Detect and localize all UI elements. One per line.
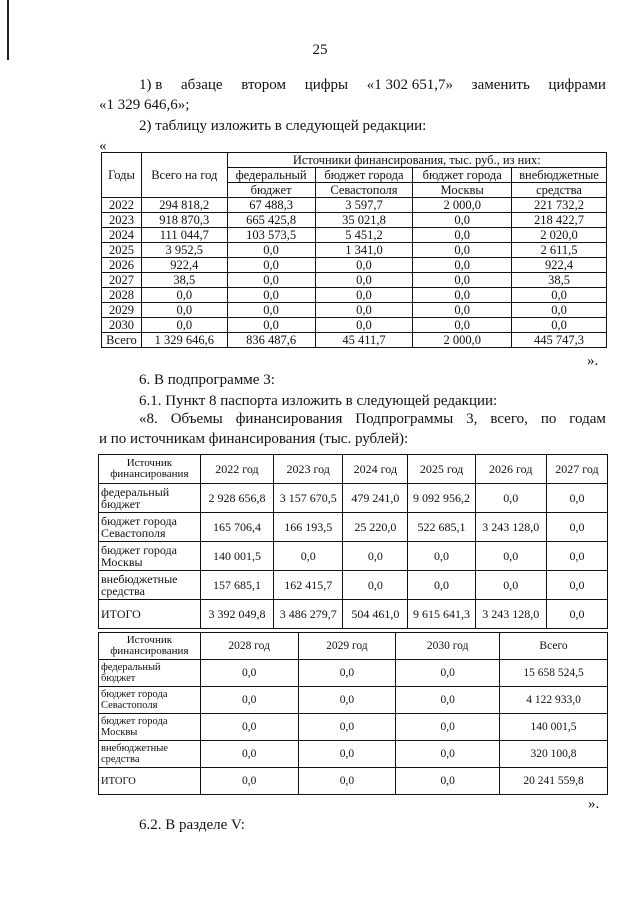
table-cell: 0,0	[512, 303, 607, 318]
header-line: финансирования	[110, 645, 189, 657]
table-cell: 2 020,0	[512, 228, 607, 243]
table-cell: 0,0	[546, 600, 607, 629]
label-line: средства	[101, 584, 146, 598]
table-cell: 0,0	[546, 513, 607, 542]
col-header-year: 2030 год	[396, 633, 500, 660]
label-line: федеральный	[101, 485, 170, 499]
table-cell: 445 747,3	[512, 333, 607, 348]
sub-header: бюджет	[227, 183, 315, 198]
row-label	[99, 571, 201, 600]
table-cell: 0,0	[413, 303, 512, 318]
table-cell: 221 732,2	[512, 198, 607, 213]
sub-header: бюджет города	[315, 168, 413, 183]
table-cell: 0,0	[227, 303, 315, 318]
word: цифры	[304, 77, 349, 93]
table-cell: 0,0	[546, 542, 607, 571]
table-cell: 2030	[102, 318, 142, 333]
table-cell: Всего	[102, 333, 142, 348]
label-line: Москвы	[101, 555, 143, 569]
table-cell: 918 870,3	[141, 213, 227, 228]
table-cell: 166 193,5	[274, 513, 343, 542]
table-cell: 3 157 670,5	[274, 484, 343, 513]
row-label	[99, 687, 201, 714]
table-cell: 0,0	[408, 542, 475, 571]
label-line: федеральный	[101, 662, 161, 673]
table-cell: 140 001,5	[500, 714, 608, 741]
col-header-total: Всего на год	[141, 153, 227, 198]
table-cell: 665 425,8	[227, 213, 315, 228]
section-6-1-heading: 6.1. Пункт 8 паспорта изложить в следующей редакции:	[139, 393, 498, 409]
table-cell: 3 243 128,0	[475, 513, 546, 542]
table-cell: 9 092 956,2	[408, 484, 475, 513]
table-row	[99, 714, 608, 741]
table-cell: 0,0	[413, 288, 512, 303]
word: «1 302 651,7»	[366, 77, 453, 93]
table-cell: 2029	[102, 303, 142, 318]
row-label	[99, 542, 201, 571]
word: годам	[569, 411, 606, 427]
word: Подпрограммы	[355, 411, 454, 427]
table-cell: 922,4	[141, 258, 227, 273]
table-cell: 0,0	[413, 213, 512, 228]
word: 3,	[466, 411, 478, 427]
table-row	[99, 600, 608, 629]
table-cell: 294 818,2	[141, 198, 227, 213]
sub-header: Москвы	[413, 183, 512, 198]
table-cell: 2024	[102, 228, 142, 243]
row-label	[99, 513, 201, 542]
table-cell: 2028	[102, 288, 142, 303]
table-row	[102, 303, 607, 318]
paragraph-1-line-2: «1 329 646,6»;	[99, 97, 190, 113]
table-cell: 0,0	[200, 768, 298, 795]
paragraph-1-line-1	[139, 76, 606, 95]
table-row	[99, 571, 608, 600]
table-row	[99, 513, 608, 542]
label-line: бюджет	[101, 673, 136, 684]
table-row	[102, 273, 607, 288]
table-cell: 479 241,0	[343, 484, 408, 513]
row-label	[99, 484, 201, 513]
table-cell: 2 000,0	[413, 198, 512, 213]
table-cell: 0,0	[413, 243, 512, 258]
table-cell: 0,0	[227, 288, 315, 303]
col-header-year: Всего	[500, 633, 608, 660]
label-line: ИТОГО	[101, 607, 141, 621]
table-row	[102, 318, 607, 333]
subprogram-financing-2028-2030-table	[98, 632, 608, 795]
table-cell: 67 488,3	[227, 198, 315, 213]
word: заменить	[471, 77, 530, 93]
table-cell: 3 952,5	[141, 243, 227, 258]
table-cell: 0,0	[315, 318, 413, 333]
open-quote: «	[99, 138, 107, 154]
label-line: бюджет	[101, 497, 141, 511]
table-row	[102, 213, 607, 228]
section-6-heading: 6. В подпрограмме 3:	[139, 372, 275, 388]
table-cell: 836 487,6	[227, 333, 315, 348]
col-header-year: 2022 год	[200, 455, 273, 484]
table-cell: 38,5	[141, 273, 227, 288]
table-cell: 2 928 656,8	[200, 484, 273, 513]
paragraph-2: 2) таблицу изложить в следующей редакции:	[139, 118, 427, 134]
table-cell: 15 658 524,5	[500, 660, 608, 687]
table-cell: 2025	[102, 243, 142, 258]
financing-by-year-table	[101, 152, 607, 348]
table-cell: 0,0	[227, 273, 315, 288]
table-cell: 0,0	[200, 660, 298, 687]
label-line: Севастополя	[101, 700, 158, 711]
table-cell: 162 415,7	[274, 571, 343, 600]
close-quote-1: ».	[587, 353, 599, 369]
table-row	[99, 741, 608, 768]
table-cell: 1 329 646,6	[141, 333, 227, 348]
table-cell: 0,0	[315, 303, 413, 318]
word: абзаце	[181, 77, 223, 93]
subprogram-financing-2022-2027-table	[98, 454, 608, 629]
sub-header: бюджет города	[413, 168, 512, 183]
table-cell: 2 611,5	[512, 243, 607, 258]
table-cell: 0,0	[413, 228, 512, 243]
table-cell: 0,0	[343, 571, 408, 600]
sub-header: внебюджетные	[512, 168, 607, 183]
table-row	[99, 660, 608, 687]
table-cell: 0,0	[512, 318, 607, 333]
table-cell: 3 486 279,7	[274, 600, 343, 629]
table-row	[102, 258, 607, 273]
row-label	[99, 714, 201, 741]
table-row	[102, 288, 607, 303]
table-cell: 38,5	[512, 273, 607, 288]
table-cell: 45 411,7	[315, 333, 413, 348]
word: всего,	[490, 411, 528, 427]
table-cell: 157 685,1	[200, 571, 273, 600]
col-header-years: Годы	[102, 153, 142, 198]
table-cell: 0,0	[200, 687, 298, 714]
col-header-source	[99, 633, 201, 660]
table-cell: 0,0	[546, 484, 607, 513]
table-cell: 4 122 933,0	[500, 687, 608, 714]
sub-header: Севастополя	[315, 183, 413, 198]
table-cell: 3 243 128,0	[475, 600, 546, 629]
word: втором	[241, 77, 287, 93]
table-cell: 0,0	[315, 273, 413, 288]
sub-header: федеральный	[227, 168, 315, 183]
table-cell: 9 615 641,3	[408, 600, 475, 629]
table-3-body	[99, 633, 608, 795]
table-cell: 140 001,5	[200, 542, 273, 571]
page-number: 25	[312, 42, 328, 58]
table-cell: 0,0	[227, 258, 315, 273]
table-cell: 0,0	[413, 318, 512, 333]
col-header-source	[99, 455, 201, 484]
table-cell: 0,0	[396, 714, 500, 741]
table-cell: 0,0	[227, 318, 315, 333]
col-header-year: 2028 год	[200, 633, 298, 660]
table-row	[102, 333, 607, 348]
label-line: бюджет города	[101, 514, 177, 528]
table-cell: 0,0	[200, 714, 298, 741]
table-cell: 165 706,4	[200, 513, 273, 542]
table-cell: 0,0	[200, 741, 298, 768]
table-cell: 0,0	[396, 741, 500, 768]
row-label	[99, 600, 201, 629]
table-cell: 0,0	[274, 542, 343, 571]
col-header-year: 2029 год	[298, 633, 396, 660]
table-cell: 5 451,2	[315, 228, 413, 243]
table-cell: 0,0	[298, 660, 396, 687]
col-header-year: 2025 год	[408, 455, 475, 484]
table-cell: 0,0	[315, 258, 413, 273]
table-cell: 0,0	[475, 484, 546, 513]
table-cell: 0,0	[546, 571, 607, 600]
table-cell: 20 241 559,8	[500, 768, 608, 795]
col-header-year: 2024 год	[343, 455, 408, 484]
sub-header: средства	[512, 183, 607, 198]
table-cell: 0,0	[141, 288, 227, 303]
table-cell: 0,0	[413, 258, 512, 273]
row-label	[99, 741, 201, 768]
table-cell: 0,0	[408, 571, 475, 600]
table-cell: 0,0	[141, 318, 227, 333]
table-2-body	[99, 455, 608, 629]
table-cell: 2 000,0	[413, 333, 512, 348]
label-line: Москвы	[101, 727, 138, 738]
word: «8.	[139, 411, 158, 427]
table-cell: 0,0	[396, 660, 500, 687]
table-cell: 103 573,5	[227, 228, 315, 243]
header-row	[99, 633, 608, 660]
table-cell: 0,0	[475, 571, 546, 600]
col-header-year: 2023 год	[274, 455, 343, 484]
table-cell: 2022	[102, 198, 142, 213]
table-cell: 0,0	[396, 768, 500, 795]
table-cell: 3 392 049,8	[200, 600, 273, 629]
table-row	[102, 228, 607, 243]
table-row	[99, 484, 608, 513]
header-line: Источник	[126, 457, 173, 469]
table-cell: 111 044,7	[141, 228, 227, 243]
close-quote-2: ».	[588, 796, 600, 812]
table-cell: 218 422,7	[512, 213, 607, 228]
table-cell: 0,0	[298, 741, 396, 768]
label-line: бюджет города	[101, 543, 177, 557]
table-cell: 0,0	[512, 288, 607, 303]
table-cell: 0,0	[396, 687, 500, 714]
table-cell: 0,0	[343, 542, 408, 571]
table-cell: 1 341,0	[315, 243, 413, 258]
table-cell: 0,0	[141, 303, 227, 318]
header-line: финансирования	[110, 468, 189, 480]
header-line: Источник	[126, 634, 173, 646]
table-cell: 25 220,0	[343, 513, 408, 542]
label-line: ИТОГО	[101, 775, 136, 787]
word: цифрами	[548, 77, 606, 93]
header-row	[99, 455, 608, 484]
word: Объемы	[170, 411, 223, 427]
table-cell: 35 021,8	[315, 213, 413, 228]
row-label	[99, 660, 201, 687]
label-line: средства	[101, 754, 140, 765]
label-line: внебюджетные	[101, 743, 168, 754]
row-label	[99, 768, 201, 795]
table-cell: 0,0	[227, 243, 315, 258]
table-row	[99, 687, 608, 714]
table-cell: 3 597,7	[315, 198, 413, 213]
table-1-body	[102, 198, 607, 348]
table-cell: 0,0	[413, 273, 512, 288]
table-cell: 2026	[102, 258, 142, 273]
table-row	[102, 243, 607, 258]
label-line: Севастополя	[101, 526, 166, 540]
label-line: бюджет города	[101, 689, 168, 700]
label-line: внебюджетные	[101, 572, 178, 586]
table-cell: 0,0	[315, 288, 413, 303]
word: 1) в	[139, 77, 163, 93]
table-cell: 0,0	[298, 687, 396, 714]
table-cell: 0,0	[298, 768, 396, 795]
word: по	[540, 411, 557, 427]
table-cell: 504 461,0	[343, 600, 408, 629]
table-cell: 320 100,8	[500, 741, 608, 768]
col-header-year: 2027 год	[546, 455, 607, 484]
word: финансирования	[235, 411, 343, 427]
table-cell: 522 685,1	[408, 513, 475, 542]
table-cell: 0,0	[475, 542, 546, 571]
table-cell: 2023	[102, 213, 142, 228]
table-row	[99, 768, 608, 795]
table-row	[99, 542, 608, 571]
table-row	[102, 198, 607, 213]
table-cell: 0,0	[298, 714, 396, 741]
sources-header: Источники финансирования, тыс. руб., из них:	[227, 153, 606, 168]
table-cell: 922,4	[512, 258, 607, 273]
table-cell: 2027	[102, 273, 142, 288]
paragraph-8-line-2: и по источникам финансирования (тыс. рублей):	[99, 431, 409, 447]
label-line: бюджет города	[101, 716, 168, 727]
paragraph-8-line-1	[139, 410, 606, 429]
section-6-2-heading: 6.2. В разделе V:	[139, 817, 245, 833]
col-header-year: 2026 год	[475, 455, 546, 484]
